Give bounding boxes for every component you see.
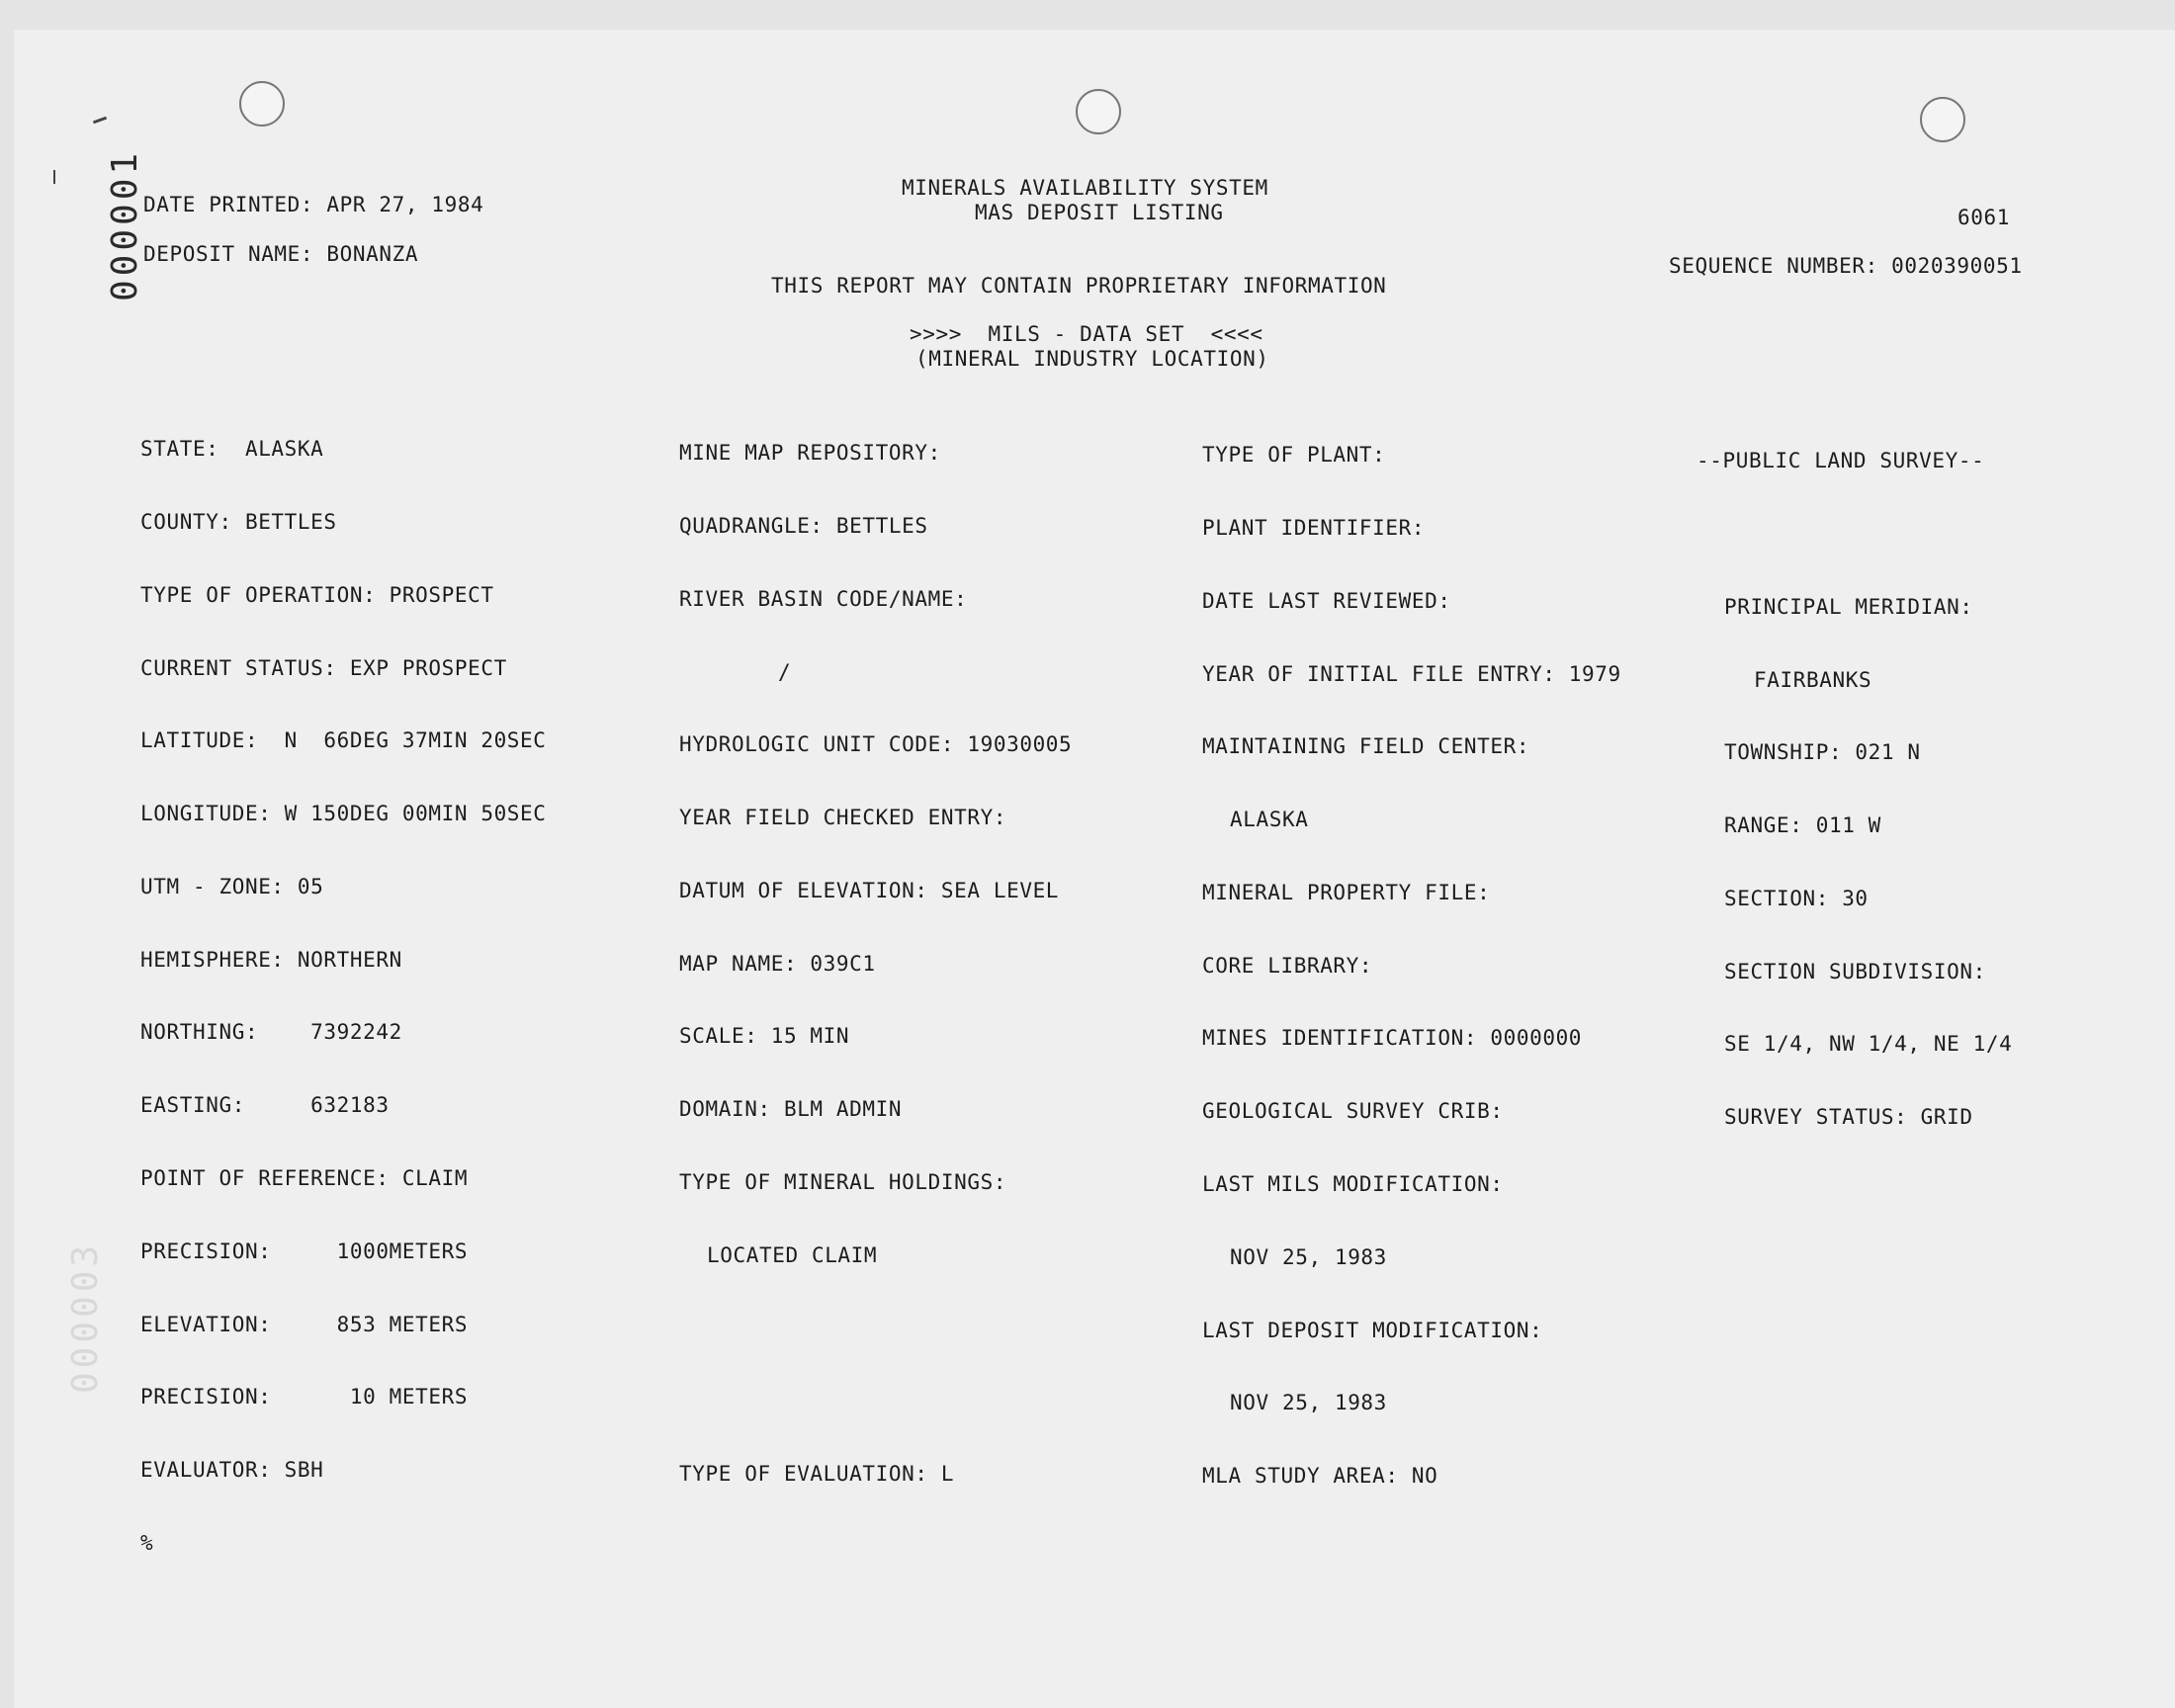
punch-hole-center <box>1076 89 1121 134</box>
page-number: 6061 <box>1958 206 2010 229</box>
last-mils-modification-value: NOV 25, 1983 <box>1230 1244 1387 1269</box>
land-survey-heading: --PUBLIC LAND SURVEY-- <box>1696 449 1985 473</box>
current-status-line: CURRENT STATUS: EXP PROSPECT <box>140 655 507 680</box>
quadrangle-line: QUADRANGLE: BETTLES <box>679 513 928 538</box>
state-line: STATE: ALASKA <box>140 437 324 462</box>
mines-identification-line: MINES IDENTIFICATION: 0000000 <box>1202 1026 1583 1051</box>
punch-hole-left <box>239 81 285 127</box>
core-library-line: CORE LIBRARY: <box>1202 953 1373 978</box>
deposit-name: DEPOSIT NAME: BONANZA <box>143 242 419 266</box>
blank-line-3 <box>1696 522 2012 547</box>
document-stamp-number: 000001 <box>105 148 145 301</box>
hemisphere-line: HEMISPHERE: NORTHERN <box>140 947 402 972</box>
proprietary-notice: THIS REPORT MAY CONTAIN PROPRIETARY INFORMATION <box>771 274 1387 298</box>
stray-mark-arrow <box>93 117 107 125</box>
northing-line: NORTHING: 7392242 <box>140 1020 402 1045</box>
data-set-subtitle: (MINERAL INDUSTRY LOCATION) <box>915 347 1269 371</box>
range-line: RANGE: 011 W <box>1724 813 1881 838</box>
river-basin-value: / <box>778 659 792 684</box>
mineral-property-file-line: MINERAL PROPERTY FILE: <box>1202 880 1491 904</box>
evaluator-line: EVALUATOR: SBH <box>140 1458 324 1483</box>
section-subdivision-value: SE 1/4, NW 1/4, NE 1/4 <box>1724 1032 2013 1057</box>
sequence-number: SEQUENCE NUMBER: 0020390051 <box>1669 254 2023 278</box>
blank-line-1 <box>679 1317 1072 1341</box>
percent-mark: % <box>140 1530 154 1555</box>
elevation-precision-line: PRECISION: 10 METERS <box>140 1385 469 1409</box>
last-deposit-modification-value: NOV 25, 1983 <box>1230 1391 1387 1415</box>
faint-stamp-number: 000003 <box>65 1240 106 1394</box>
blank-line-2 <box>679 1389 1072 1413</box>
scale-line: SCALE: 15 MIN <box>679 1024 850 1049</box>
domain-line: DOMAIN: BLM ADMIN <box>679 1097 903 1122</box>
mla-study-area-line: MLA STUDY AREA: NO <box>1202 1464 1438 1489</box>
principal-meridian-line: PRINCIPAL MERIDIAN: <box>1724 594 1973 619</box>
section-line: SECTION: 30 <box>1724 886 1869 910</box>
punch-hole-right <box>1920 97 1965 142</box>
river-basin-line: RIVER BASIN CODE/NAME: <box>679 586 968 611</box>
principal-meridian-value: FAIRBANKS <box>1754 667 1872 692</box>
location-column <box>140 388 547 1604</box>
datum-of-elevation-line: DATUM OF ELEVATION: SEA LEVEL <box>679 878 1060 902</box>
county-line: COUNTY: BETTLES <box>140 509 337 534</box>
latitude-line: LATITUDE: N 66DEG 37MIN 20SEC <box>140 728 547 753</box>
land-survey-column <box>1696 400 2012 1178</box>
document-sheet <box>14 30 2175 1708</box>
last-deposit-modification-line: LAST DEPOSIT MODIFICATION: <box>1202 1318 1543 1342</box>
stray-mark-tick <box>53 170 55 184</box>
survey-status-line: SURVEY STATUS: GRID <box>1724 1105 1973 1130</box>
plant-type-line: TYPE OF PLANT: <box>1202 443 1386 468</box>
elevation-line: ELEVATION: 853 METERS <box>140 1312 469 1336</box>
listing-title: MAS DEPOSIT LISTING <box>975 201 1224 224</box>
maintaining-center-line: MAINTAINING FIELD CENTER: <box>1202 734 1530 759</box>
year-field-checked-line: YEAR FIELD CHECKED ENTRY: <box>679 806 1007 830</box>
maintaining-center-value: ALASKA <box>1230 808 1309 832</box>
utm-zone-line: UTM - ZONE: 05 <box>140 874 324 898</box>
mineral-holdings-line: TYPE OF MINERAL HOLDINGS: <box>679 1170 1007 1194</box>
evaluation-type-line: TYPE OF EVALUATION: L <box>679 1462 955 1487</box>
plant-identifier-line: PLANT IDENTIFIER: <box>1202 515 1426 540</box>
precision-line: PRECISION: 1000METERS <box>140 1238 469 1263</box>
longitude-line: LONGITUDE: W 150DEG 00MIN 50SEC <box>140 802 547 826</box>
plant-column <box>1202 394 1621 1537</box>
map-column <box>679 392 1072 1535</box>
mine-map-repository-line: MINE MAP REPOSITORY: <box>679 441 941 466</box>
point-of-reference-line: POINT OF REFERENCE: CLAIM <box>140 1166 469 1190</box>
data-set-title: >>>> MILS - DATA SET <<<< <box>910 322 1263 346</box>
operation-type-line: TYPE OF OPERATION: PROSPECT <box>140 582 494 607</box>
township-line: TOWNSHIP: 021 N <box>1724 740 1921 765</box>
map-name-line: MAP NAME: 039C1 <box>679 951 876 976</box>
year-initial-entry-line: YEAR OF INITIAL FILE ENTRY: 1979 <box>1202 661 1621 686</box>
date-printed: DATE PRINTED: APR 27, 1984 <box>143 193 484 216</box>
last-mils-modification-line: LAST MILS MODIFICATION: <box>1202 1172 1504 1196</box>
mineral-holdings-value: LOCATED CLAIM <box>707 1242 878 1267</box>
section-subdivision-line: SECTION SUBDIVISION: <box>1724 959 1986 983</box>
date-last-reviewed-line: DATE LAST REVIEWED: <box>1202 588 1451 613</box>
hydrologic-unit-line: HYDROLOGIC UNIT CODE: 19030005 <box>679 732 1073 757</box>
easting-line: EASTING: 632183 <box>140 1093 390 1118</box>
geological-survey-crib-line: GEOLOGICAL SURVEY CRIB: <box>1202 1099 1504 1124</box>
system-title: MINERALS AVAILABILITY SYSTEM <box>902 176 1268 200</box>
